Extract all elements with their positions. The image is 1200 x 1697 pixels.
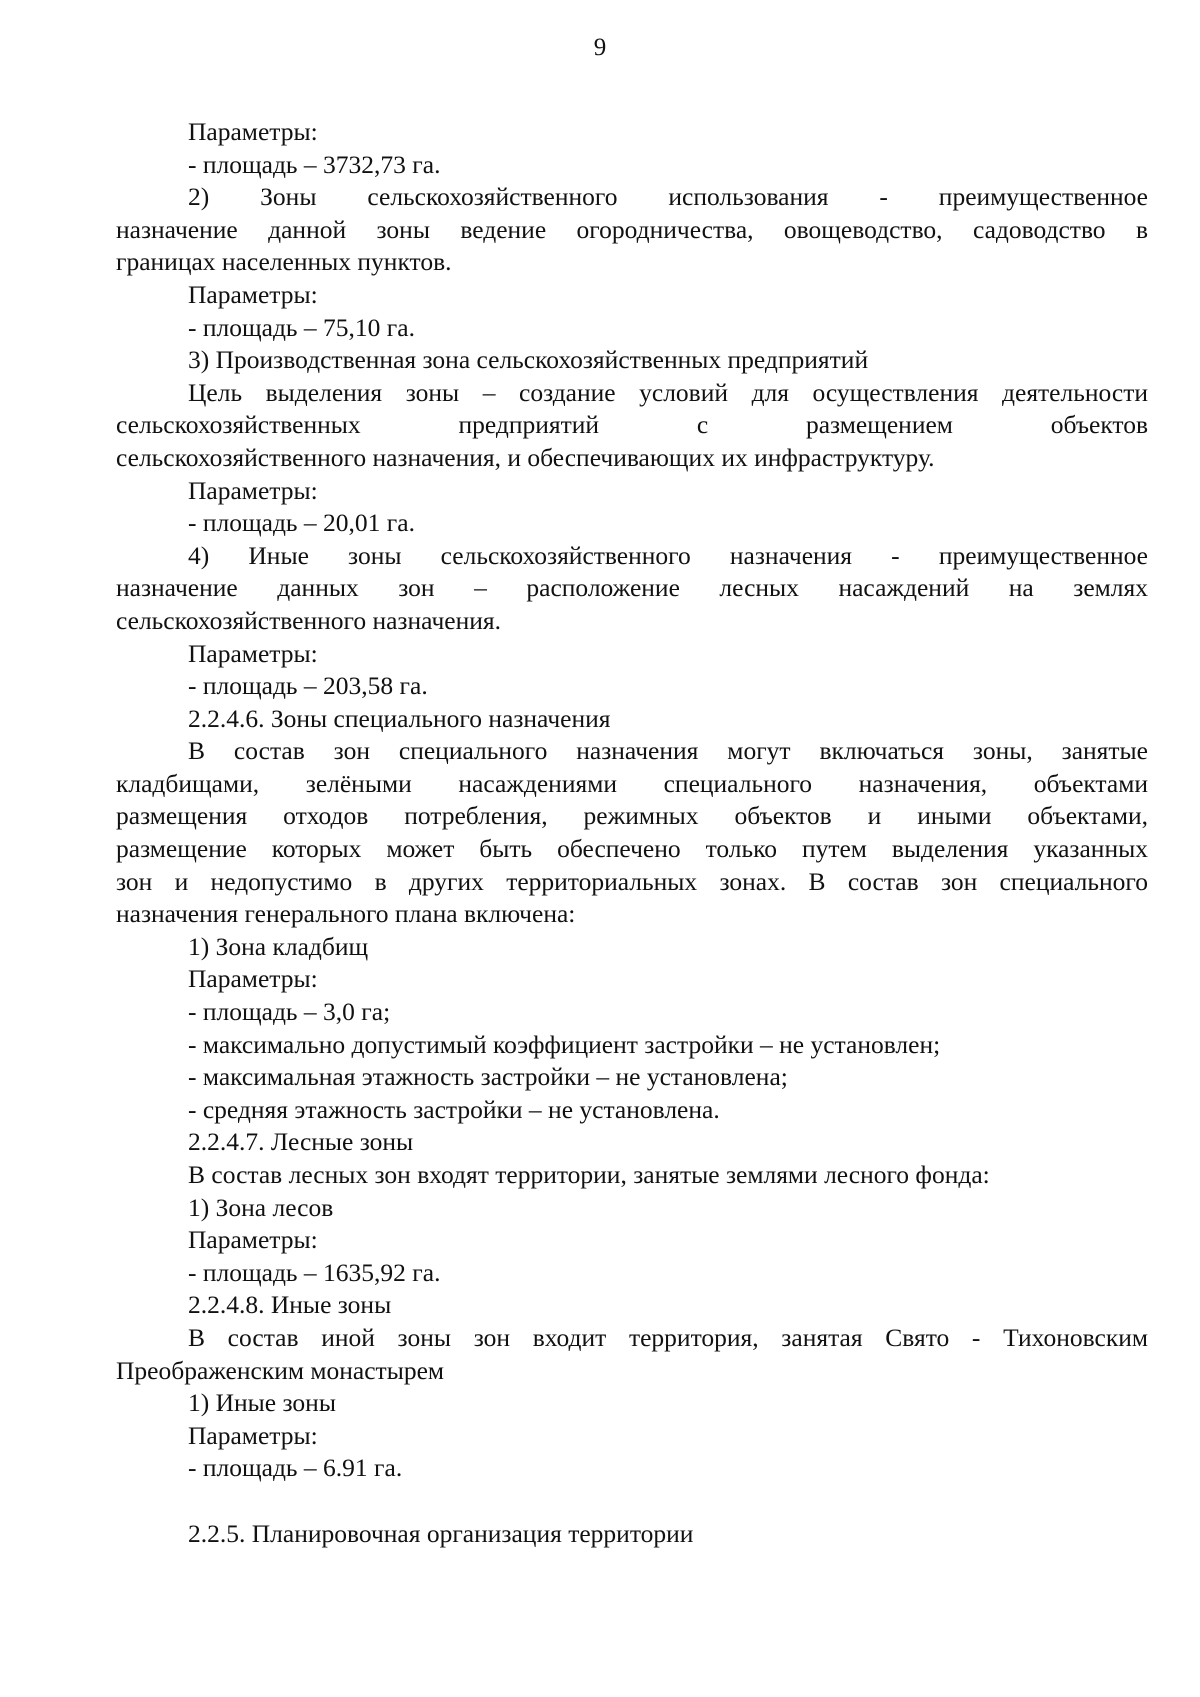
text-line: размещение которых может быть обеспечено только путем выделения указанных [116, 834, 1148, 864]
text-line: сельскохозяйственного назначения. [116, 605, 501, 635]
text-line: 2.2.4.6. Зоны специального назначения [188, 703, 611, 733]
text-line: Параметры: [188, 1225, 318, 1255]
text-line: 1) Зона кладбищ [188, 931, 369, 961]
document-body [116, 116, 1148, 1550]
page-number: 9 [593, 34, 607, 61]
text-line: кладбищами, зелёными насаждениями специального назначения, объектами [116, 768, 1148, 798]
text-line: сельскохозяйственного назначения, и обеспечивающих их инфраструктуру. [116, 442, 935, 472]
text-line: - средняя этажность застройки – не установлена. [188, 1094, 720, 1124]
text-line: 4) Иные зоны сельскохозяйственного назначения - преимущественное [188, 540, 1148, 570]
text-line: размещения отходов потребления, режимных объектов и иными объектами, [116, 801, 1148, 831]
blank-line [116, 1485, 1148, 1518]
text-line: Цель выделения зоны – создание условий для осуществления деятельности [188, 377, 1148, 407]
text-line: 3) Производственная зона сельскохозяйственных предприятий [188, 345, 869, 375]
text-line: назначение данных зон – расположение лесных насаждений на землях [116, 573, 1148, 603]
text-line: - площадь – 75,10 га. [188, 312, 415, 342]
text-line: - площадь – 3,0 га; [188, 997, 391, 1027]
text-line: В состав лесных зон входят территории, занятые землями лесного фонда: [188, 1160, 990, 1189]
text-line: 2) Зоны сельскохозяйственного использования - преимущественное [188, 182, 1148, 212]
text-line: - максимально допустимый коэффициент застройки – не установлен; [188, 1029, 941, 1059]
text-line: Параметры: [188, 117, 318, 146]
text-line: - площадь – 1635,92 га. [188, 1257, 441, 1287]
text-line: - площадь – 6.91 га. [188, 1453, 403, 1483]
text-line: 2.2.5. Планировочная организация территории [188, 1518, 694, 1548]
text-line: зон и недопустимо в других территориальных зонах. В состав зон специального [116, 866, 1148, 896]
text-line: - площадь – 20,01 га. [188, 508, 415, 538]
text-line: 2.2.4.8. Иные зоны [188, 1290, 392, 1320]
text-line: 1) Иные зоны [188, 1388, 336, 1418]
text-line: - площадь – 203,58 га. [188, 671, 428, 701]
text-line: Параметры: [188, 638, 318, 668]
text-line: Параметры: [188, 475, 318, 505]
text-line: - площадь – 3732,73 га. [188, 149, 441, 179]
text-line: 2.2.4.7. Лесные зоны [188, 1127, 414, 1157]
text-line: назначения генерального плана включена: [116, 899, 576, 929]
text-line: сельскохозяйственных предприятий с размещением объектов [116, 410, 1148, 440]
text-line: 1) Зона лесов [188, 1192, 334, 1222]
text-line: Параметры: [188, 279, 318, 309]
text-line: назначение данной зоны ведение огородничества, овощеводство, садоводство в [116, 214, 1148, 244]
text-line: границах населенных пунктов. [116, 247, 452, 277]
text-line: Преображенским монастырем [116, 1355, 445, 1385]
text-line: Параметры: [188, 1420, 318, 1450]
text-line: В состав зон специального назначения могут включаться зоны, занятые [188, 736, 1148, 766]
text-line: В состав иной зоны зон входит территория, занятая Свято - Тихоновским [188, 1322, 1148, 1352]
text-line: Параметры: [188, 964, 318, 994]
text-line: - максимальная этажность застройки – не установлена; [188, 1062, 788, 1092]
